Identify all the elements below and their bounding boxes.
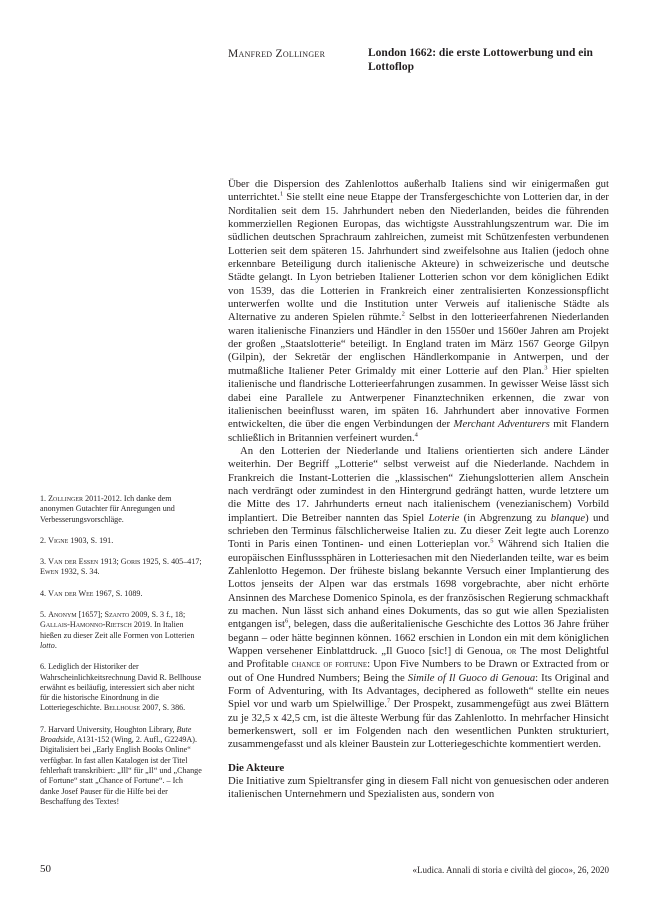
paragraph-3: Die Initiative zum Spieltransfer ging in diesem Fall nicht von genuesischen oder anderen italienischen Unternehmern und Spezialisten aus, sondern von [228, 775, 609, 801]
footnote-2: 2. Vigne 1903, S. 191. [40, 535, 114, 545]
footnote-ref-4: 4 [414, 430, 418, 438]
footnotes [40, 494, 202, 818]
footnote-4: 4. Van der Wee 1967, S. 1089. [40, 588, 143, 598]
footnote-ref-1: 1 [279, 190, 284, 198]
footnote-ref-3: 3 [544, 364, 548, 372]
footnote-ref-2: 2 [401, 310, 405, 318]
section-heading: Die Akteure [228, 761, 285, 774]
page-number: 50 [40, 863, 51, 875]
footnote-ref-6: 6 [285, 617, 289, 625]
footnote-ref-5: 5 [490, 537, 494, 545]
main-text [228, 178, 609, 802]
paragraph-1: Über die Dispersion des Zahlenlottos außerhalb Italiens sind wir einigermaßen gut unterrichtet.$^1$ Sie stellt eine neue Etappe der Transfergeschichte von Lotterien dar, in der Norditalien seit dem 15. Jahrhundert neben den Niederlanden, beides die führenden kommerziellen Regionen Europas, das wichtigste Ausstrahlungszentrum war. Die im südlichen deutschen Sprachraum zahlreichen, zumeist mit Schützenfesten verbundenen Lotterien seit dem späteren 15. Jahrhundert sind zweifelsohne aus Italien (jedoch ohne erkennbare Beteiligung durch italienische Akteure) in schweizerische und deutsche Städte gelangt. In Lyon betrieben Italiener Lotterien schon vor dem königlichen Edikt von 1539, das die Lotterien in Frankreich einer zentralisierten Konzessionspflicht unterwerfen wollte und die Institution unter Verweis auf italienische Städte als Alternative zu anderen Spielen rühmte.$^2$ Selbst in den lotterieerfahrenen Niederlanden waren italienische Finanziers und Händler in den 1550er und 1560er Jahren am Projekt der großen „Staatslotterie“ beteiligt. In England traten im März 1567 George Gilpyn (Gilpin), der Sekretär der englischen Händlerkompanie in Antwerpen, und der mutmaßliche Italiener Peter Grimaldy mit einer Lotterie auf den Plan.$^3$ Hier spielten italienische und flandrische Lotterieerfahrungen zusammen. In gewisser Weise lässt sich dabei eine Parallele zu Antwerpener Finanztechniken erkennen, die zwar von italienischen beeinflusst waren, im späten 16. Jahrhundert aber innovative Formen entwickelten, die über die engen Verbindungen der Merchant Adventurers mit Flandern schließlich in Britannien verfeinert wurden.$^4$ [228, 178, 610, 444]
journal-citation: «Ludica. Annali di storia e civiltà del gioco», 26, 2020 [412, 865, 609, 875]
paragraph-2: An den Lotterien der Niederlande und Italiens orientierten sich andere Länder weiterhin. Der Begriff „Lotterie“ selbst verweist auf die Niederlande. Nachdem in Frankreich die Instant-Lotterien die „klassischen“ Ziehungslotterien allem Anschein nach verdrängt oder zumindest in den Hintergrund gedrängt hatten, wurde letztere um die Mitte des 17. Jahrhunderts erneut nach italienischem (venezianischem) Vorbild implantiert. Die Betreiber nannten das Spiel Loterie (in Abgrenzung zu blanque) und schrieben den Terminus fälschlicherweise Italien zu. Zu dieser Zeit legte auch Lorenzo Tonti in Paris einen Tontinen- und einen Lotterieplan vor.$^5$ Während sich Italien die europäischen Einflusssphären in Lotteriesachen mit den Niederlanden teilte, war es beim Zahlenlotto Hegemon. Der früheste bislang bekannte Versuch einer Implantierung des Lottos jenseits der Alpen war das erstmals 1698 vorgebrachte, aber nicht erhörte Ansinnen des Marchese Domenico Spinola, es der französischen Regierung schmackhaft zu machen. Nun lässt sich anhand eines Dokuments, das so gut wie allen Spezialisten entgangen ist$^6$, belegen, dass die außeritalienische Geschichte des Lottos 36 Jahre früher begann – oder hätte beginnen können. 1662 erschien in London ein mit dem königlichen Wappen versehener Einblattdruck. „Il Guoco [sic!] di Genoua, or The most Delightful and Profitable chance of fortune: Upon Five Numbers to be Drawn or Extracted from or out of One Hundred Numbers; Being the Simile of Il Guoco di Genoua: Its Original and Form of Adventuring, with Its Advantages, deciphered as followeth“ stellte ein neues Spiel vor und warb um Spielwillige.$^7$ Der Prospekt, zusammengefügt aus zwei Blättern zu je 32,5 x 42,5 cm, ist die älteste Werbung für das Zahlenlotto. In mehrfacher Hinsicht bemerkenswert, soll er im Folgenden nach den wesentlichen Punkten strukturiert, zusammengefasst und als kleiner Baustein zur Lotteriegeschichte kommentiert werden. [228, 444, 609, 751]
running-head-title: London 1662: die erste Lottowerbung und ein Lottoflop [368, 47, 593, 73]
footnote-6: 6. Lediglich der Historiker der Wahrscheinlichkeitsrechnung David R. Bellhouse erwähnt es beiläufig, interessiert sich aber nicht für die historische Einordnung in die Lotteriegeschichte. Bellhouse 2007, S. 386. [40, 662, 202, 713]
running-head-author: Manfred Zollinger [228, 48, 326, 60]
footnote-3: 3. Van der Essen 1913; Goris 1925, S. 405–417; Ewen 1932, S. 34. [40, 557, 202, 577]
footnote-ref-7: 7 [386, 697, 391, 705]
footnote-1: 1. Zollinger 2011-2012. Ich danke dem anonymen Gutachter für Anregungen und Verbesserungsvorschläge. [40, 494, 175, 524]
footnote-7: 7. Harvard University, Houghton Library, Bute Broadside, A131-152 (Wing, 2. Aufl., G2249A). Digitalisiert bei „Early English Books Online“ verfügbar. In fast allen Katalogen ist der Titel fehlerhaft transkribiert: „Ill“ für „Il“ und „Change of Fortune“ statt „Chance of Fortune“. – Ich danke Josef Pauser für die Hilfe bei der Beschaffung des Textes! [40, 724, 202, 806]
footnote-5: 5. Anonym [1657]; Szanto 2009, S. 3 f., 18; Gallais-Hamonno-Rietsch 2019. In Italien hießen zu dieser Zeit alle Formen von Lotterien lotto. [40, 610, 195, 650]
